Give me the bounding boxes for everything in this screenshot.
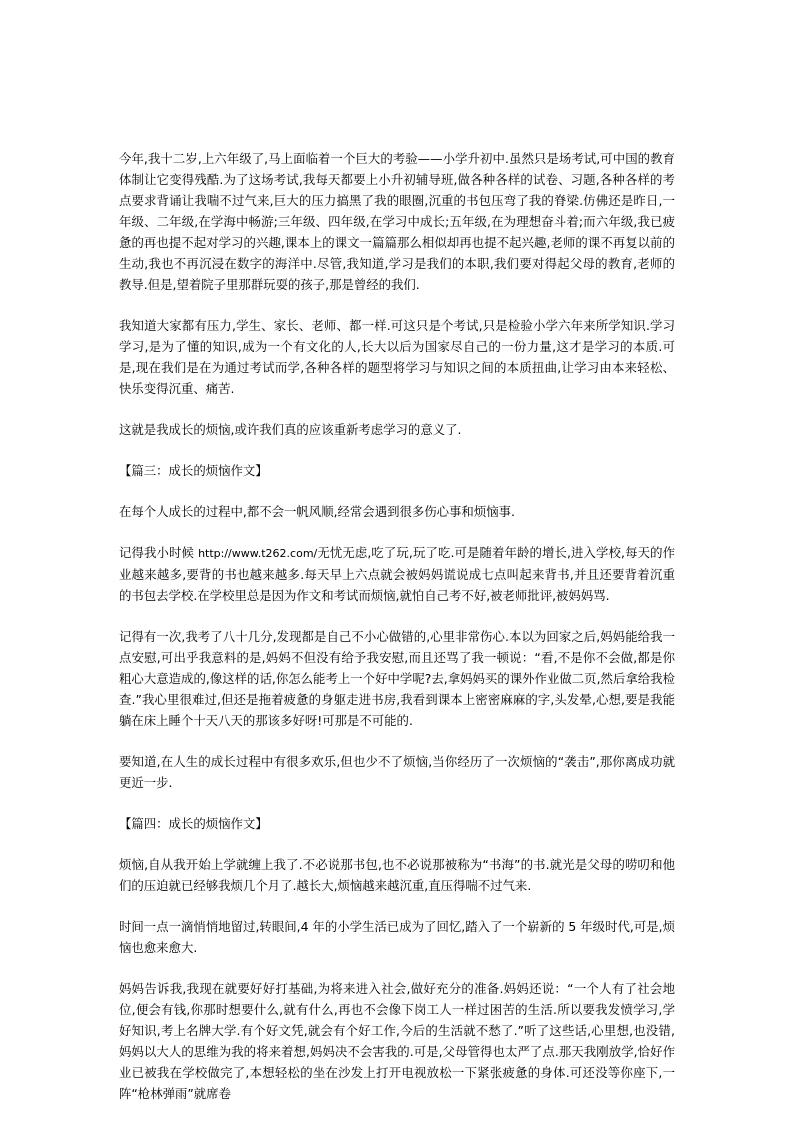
paragraph-1: 今年,我十二岁,上六年级了,马上面临着一个巨大的考验——小学升初中.虽然只是场考试,可中国的教育体制让它变得残酷.为了这场考试,我每天都要上小升初辅导班,做各种各样的试卷、习题,各种各样的考点要求背诵让我喘不过气来,巨大的压力搞黑了我的眼圈,沉重的书包压弯了我的脊梁.仿佛还是昨日,一年级、二年级,在学海中畅游;三年级、四年级,在学习中成长;五年级,在为理想奋斗着;而六年级,我已疲惫的再也提不起对学习的兴趣,课本上的课文一篇篇那么相似却再也提不起兴趣,老师的课不再复以前的生动,我也不再沉浸在数字的海洋中.尽管,我知道,学习是我们的本职,我们要对得起父母的教育,老师的教导.但是,望着院子里那群玩耍的孩子,那是曾经的我们. [119, 151, 675, 292]
paragraph-10: 妈妈告诉我,我现在就要好好打基础,为将来进入社会,做好充分的准备.妈妈还说：“一个人有了社会地位,便会有钱,你那时想要什么,就有什么,再也不会像下岗工人一样过困苦的生活.所以要我发愤学习,学好知识,考上名牌大学.有个好文凭,就会有个好工作,今后的生活就不愁了.”听了这些话,心里想,也没错,妈妈以大人的思维为我的将来着想,妈妈决不会害我的.可是,父母管得也太严了点.那天我刚放学,恰好作业已被我在学校做完了,本想轻松的坐在沙发上打开电视放松一下紧张疲惫的身体.可还没等你座下,一阵“枪林弹雨”就席卷 [119, 981, 675, 1101]
section-heading-4: 【篇四：成长的烦恼作文】 [119, 816, 268, 831]
paragraph-9: 时间一点一滴悄悄地留过,转眼间,4 年的小学生活已成为了回忆,踏入了一个崭新的 5 年级时代,可是,烦恼也愈来愈大. [119, 919, 675, 955]
document-page [119, 148, 675, 1124]
paragraph-8: 烦恼,自从我开始上学就缠上我了.不必说那书包,也不必说那被称为“书海”的书.就光是父母的唠叨和他们的压迫就已经够我烦几个月了.越长大,烦恼越来越沉重,直压得喘不过气来. [119, 857, 675, 893]
paragraph-4: 在每个人成长的过程中,都不会一帆风顺,经常会遇到很多伤心事和烦恼事. [119, 504, 515, 519]
paragraph-6: 记得有一次,我考了八十几分,发现都是自己不小心做错的,心里非常伤心.本以为回家之后,妈妈能给我一点安慰,可出乎我意料的是,妈妈不但没有给予我安慰,而且还骂了我一顿说：“看,不是你不会做,都是你粗心大意造成的,像这样的话,你怎么能考上一个好中学呢?去,拿妈妈买的课外作业做二页,然后拿给我检查.”我心里很难过,但还是拖着疲惫的身躯走进书房,我看到课本上密密麻麻的字,头发晕,心想,要是我能躺在床上睡个十天八天的那该多好呀!可那是不可能的. [119, 629, 675, 728]
site-link[interactable]: http://www.t262.com/ [198, 547, 318, 560]
paragraph-3: 这就是我成长的烦恼,或许我们真的应该重新考虑学习的意义了. [119, 422, 462, 437]
paragraph-5-rest: 无忧无虑,吃了玩,玩了吃.可是随着年龄的增长,进入学校,每天的作业越来越多,要背的书也越来越多.每天早上六点就会被妈妈谎说成七点叫起来背书,并且还要背着沉重的书包去学校.在学校里总是因为作文和考试而烦恼,就怕自己考不好,被老师批评,被妈妈骂. [119, 545, 675, 603]
paragraph-7: 要知道,在人生的成长过程中有很多欢乐,但也少不了烦恼,当你经历了一次烦恼的“袭击”,那你离成功就更近一步. [119, 754, 675, 790]
paragraph-5-lead: 记得我小时候 [119, 545, 199, 560]
paragraph-5 [119, 542, 675, 606]
section-heading-3: 【篇三：成长的烦恼作文】 [119, 463, 268, 478]
paragraph-2: 我知道大家都有压力,学生、家长、老师、都一样.可这只是个考试,只是检验小学六年来所学知识.学习学习,是为了懂的知识,成为一个有文化的人,长大以后为国家尽自己的一份力量,这才是学习的本质.可是,现在我们是在为通过考试而学,各种各样的题型将学习与知识之间的本质扭曲,让学习由本来轻松、快乐变得沉重、痛苦. [119, 318, 675, 396]
